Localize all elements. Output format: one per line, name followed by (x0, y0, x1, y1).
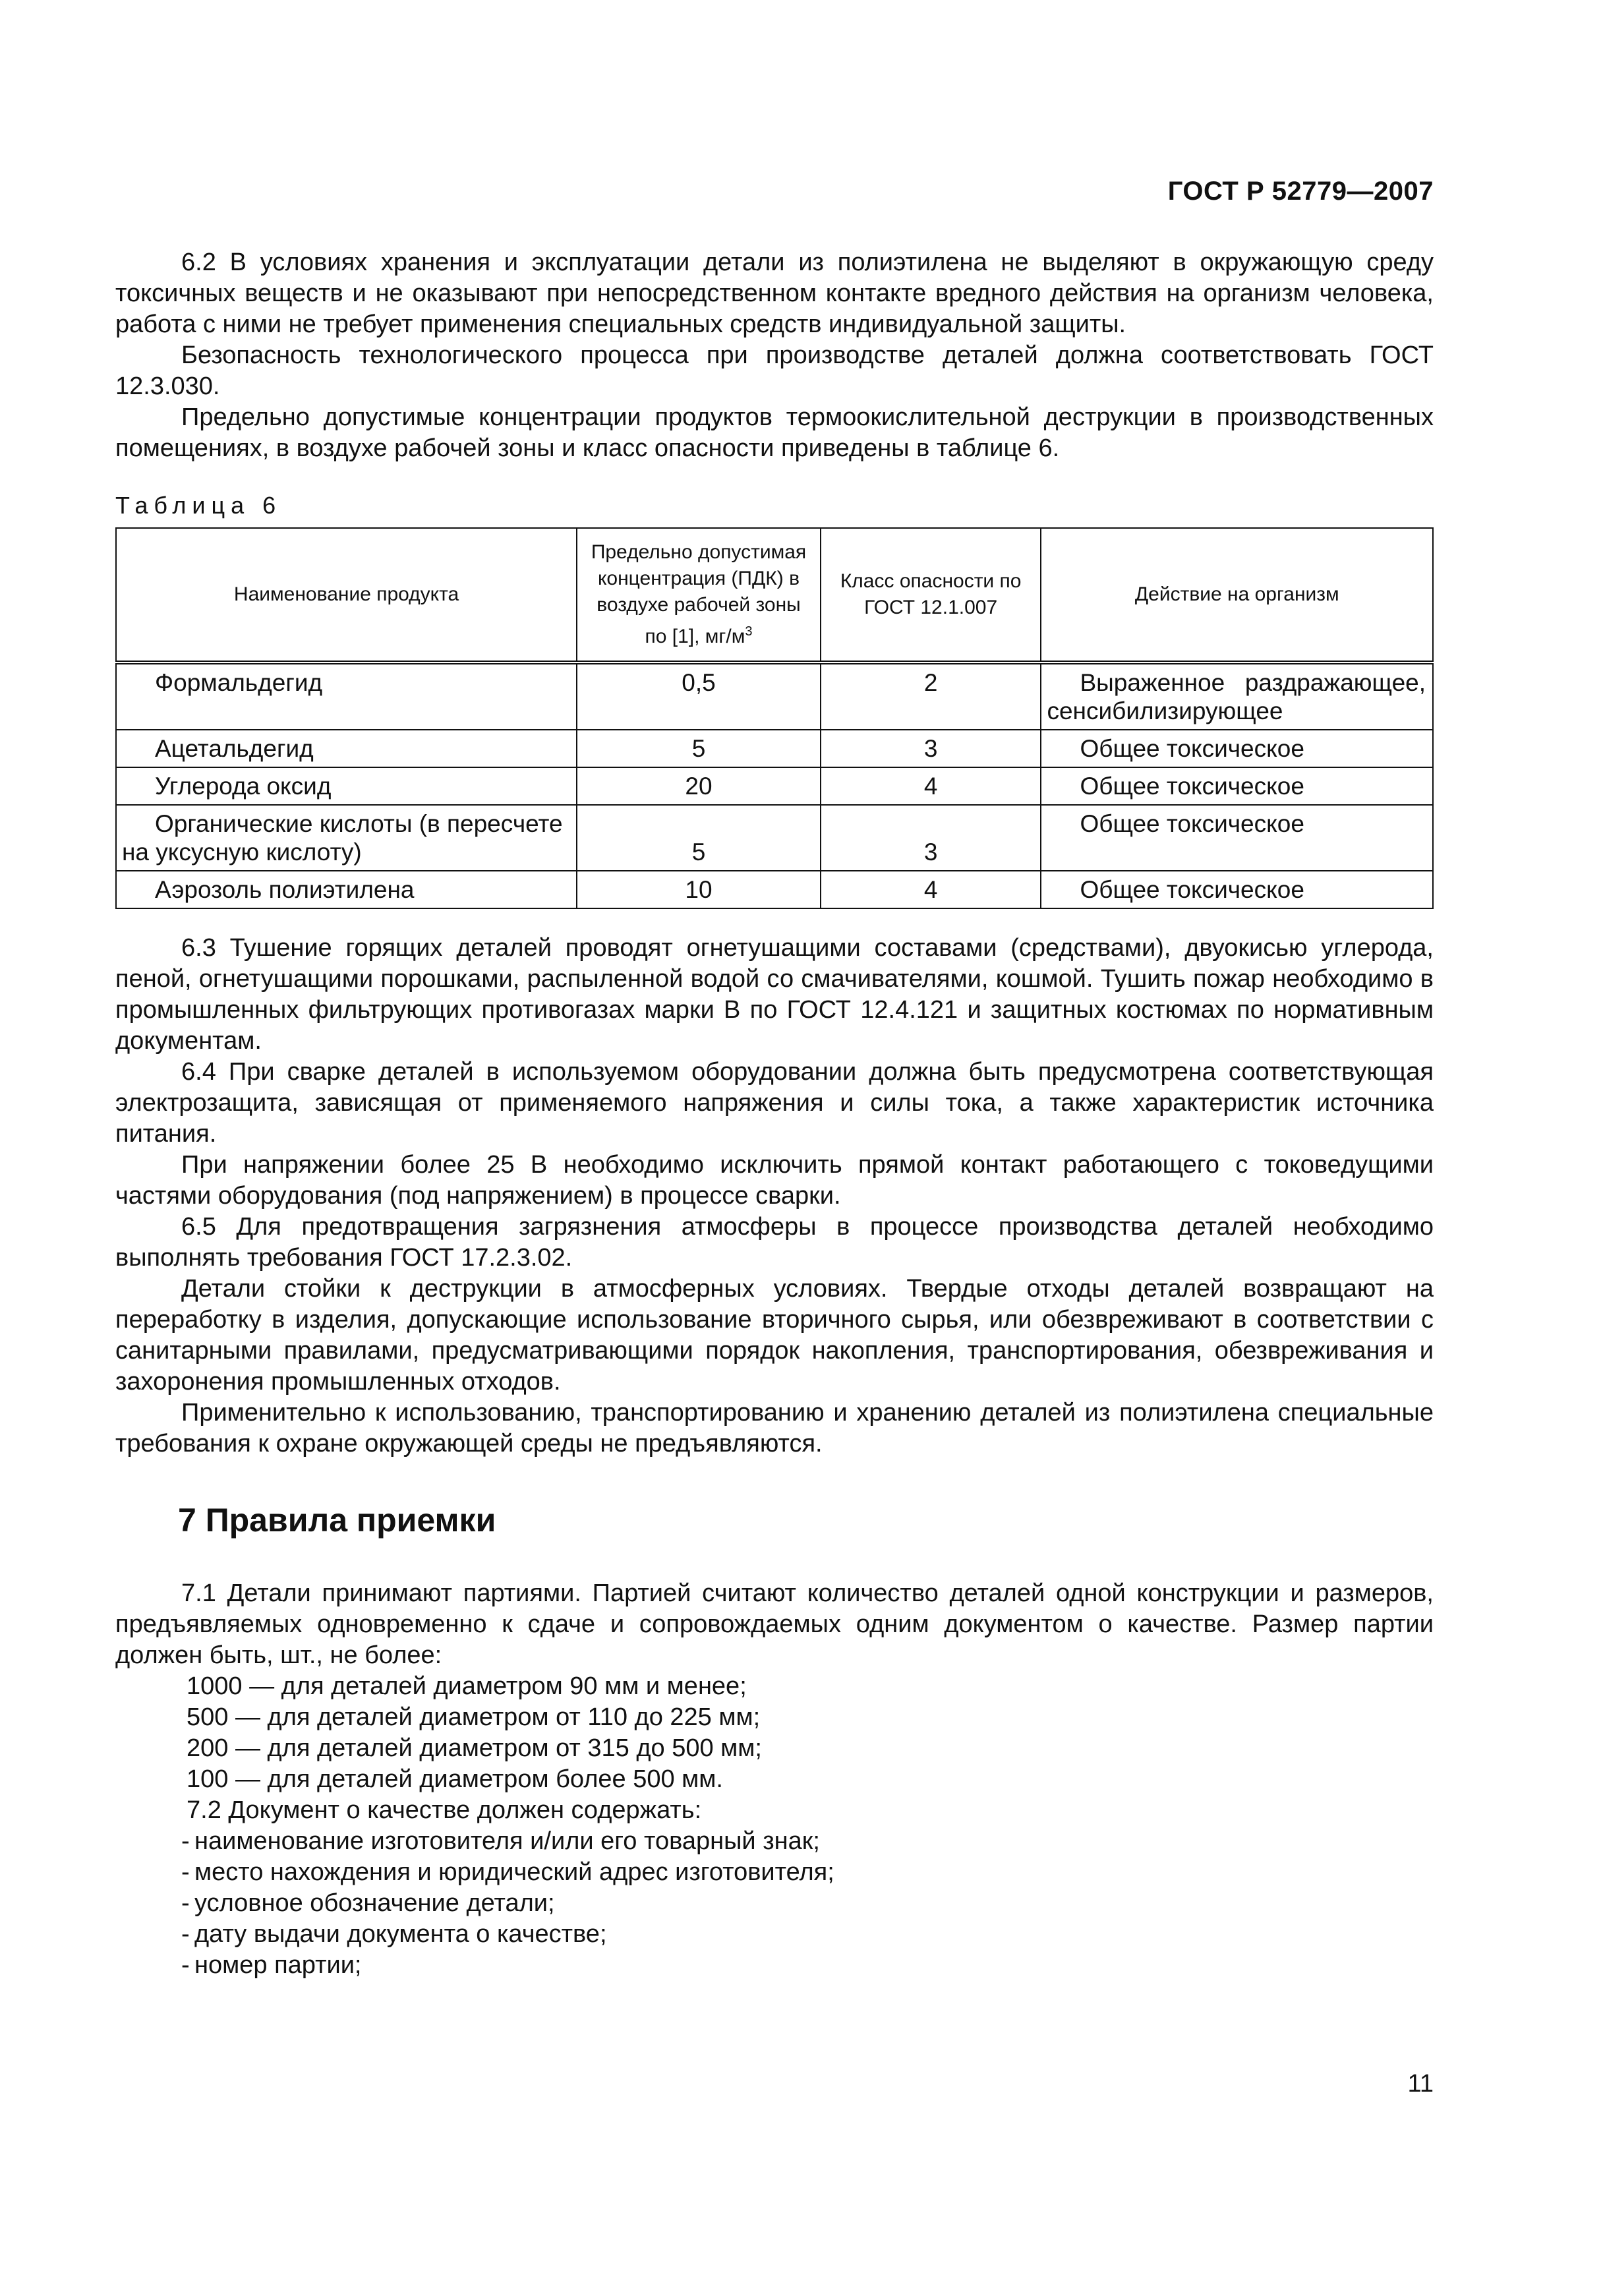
cell-class: 2 (821, 662, 1041, 730)
paragraph-safety: Безопасность технологического процесса при производстве деталей должна соответствовать ГОСТ 12.3.030. (115, 341, 1434, 400)
table-row (116, 730, 1433, 767)
cell-class: 4 (821, 871, 1041, 908)
cell-effect: Общее токсическое (1041, 805, 1433, 871)
batch-size-item: 1000 — для деталей диаметром 90 мм и менее; (187, 1672, 747, 1700)
batch-size-item: 200 — для деталей диаметром от 315 до 500 мм; (187, 1734, 762, 1762)
header-class: Класс опасности по ГОСТ 12.1.007 (821, 528, 1041, 662)
paragraph-6-4: 6.4 При сварке деталей в используемом оборудовании должна быть предусмотрена соответствующая электрозащита, зависящая от применяемого напряжения и силы тока, а также характеристик источника питания. (115, 1058, 1434, 1148)
cell-effect: Общее токсическое (1041, 767, 1433, 805)
table-row (116, 662, 1433, 730)
table-row (116, 871, 1433, 908)
batch-size-item: 100 — для деталей диаметром более 500 мм. (187, 1765, 723, 1793)
cell-name: Аэрозоль полиэтилена (116, 871, 577, 908)
cell-effect: Общее токсическое (1041, 730, 1433, 767)
document-page (115, 0, 1434, 2296)
table-caption: Таблица 6 (115, 492, 282, 519)
paragraph-6-3: 6.3 Тушение горящих деталей проводят огнетушащими составами (средствами), двуокисью углерода, пеной, огнетушащими порошками, распыленной водой со смачивателями, кошмой. Тушить пожар необходимо в промышленных фильтрующих противогазах марки В по ГОСТ 12.4.121 и защитных костюмах по нормативным документам. (115, 934, 1434, 1055)
quality-doc-item: - номер партии; (181, 1951, 362, 1979)
paragraph-environment: Применительно к использованию, транспортированию и хранению деталей из полиэтилена специальные требования к охране окружающей среды не предъявляются. (115, 1399, 1434, 1457)
table-row (116, 805, 1433, 871)
table-6 (115, 527, 1434, 909)
paragraph-7-2: 7.2 Документ о качестве должен содержать: (187, 1796, 702, 1824)
section-7-title: 7 Правила приемки (178, 1502, 496, 1539)
table-row (116, 767, 1433, 805)
cell-pdk: 20 (577, 767, 821, 805)
cell-effect: Выраженное раздражающее, сенсибилизирующее (1041, 662, 1433, 730)
cell-pdk: 0,5 (577, 662, 821, 730)
cell-class: 3 (821, 805, 1041, 871)
batch-size-item: 500 — для деталей диаметром от 110 до 225 мм; (187, 1703, 761, 1731)
cell-effect: Общее токсическое (1041, 871, 1433, 908)
paragraph-6-5: 6.5 Для предотвращения загрязнения атмосферы в процессе производства деталей необходимо выполнять требования ГОСТ 17.2.3.02. (115, 1213, 1434, 1272)
document-header: ГОСТ Р 52779—2007 (1167, 177, 1434, 206)
cell-name: Углерода оксид (116, 767, 577, 805)
header-name: Наименование продукта (116, 528, 577, 662)
cell-name: Формальдегид (116, 662, 577, 730)
quality-doc-item: - место нахождения и юридический адрес изготовителя; (181, 1858, 834, 1886)
paragraph-waste: Детали стойки к деструкции в атмосферных условиях. Твердые отходы деталей возвращают на переработку в изделия, допускающие использование вторичного сырья, или обезвреживают в соответствии с санитарными правилами, предусматривающими порядок накопления, транспортирования, обезвреживания и захоронения промышленных отходов. (115, 1275, 1434, 1396)
header-effect: Действие на организм (1041, 528, 1433, 662)
paragraph-6-2: 6.2 В условиях хранения и эксплуатации детали из полиэтилена не выделяют в окружающую среду токсичных веществ и не оказывают при непосредственном контакте вредного действия на организм человека, работа с ними не требует применения специальных средств индивидуальной защиты. (115, 249, 1434, 338)
page-content (115, 247, 1434, 1981)
page-number: 11 (1407, 2070, 1434, 2098)
table-header-row (116, 528, 1433, 662)
paragraph-pdk: Предельно допустимые концентрации продуктов термоокислительной деструкции в производственных помещениях, в воздухе рабочей зоны и класс опасности приведены в таблице 6. (115, 403, 1434, 462)
cell-pdk: 5 (577, 805, 821, 871)
header-pdk: Предельно допустимая концентрация (ПДК) в воздухе рабочей зоны по [1], $мг/м^3$ (577, 528, 821, 662)
paragraph-voltage: При напряжении более 25 В необходимо исключить прямой контакт работающего с токоведущими частями оборудования (под напряжением) в процессе сварки. (115, 1151, 1434, 1210)
cell-class: 4 (821, 767, 1041, 805)
paragraph-7-1: 7.1 Детали принимают партиями. Партией считают количество деталей одной конструкции и размеров, предъявляемых одновременно к сдаче и сопровождаемых одним документом о качестве. Размер партии должен быть, шт., не более: (115, 1579, 1434, 1669)
cell-pdk: 10 (577, 871, 821, 908)
quality-doc-item: - условное обозначение детали; (181, 1889, 555, 1917)
cell-class: 3 (821, 730, 1041, 767)
cell-name: Ацетальдегид (116, 730, 577, 767)
cell-pdk: 5 (577, 730, 821, 767)
cell-name: Органические кислоты (в пересчете на уксусную кислоту) (116, 805, 577, 871)
quality-doc-item: - наименование изготовителя и/или его товарный знак; (181, 1827, 820, 1855)
quality-doc-item: - дату выдачи документа о качестве; (181, 1920, 607, 1948)
